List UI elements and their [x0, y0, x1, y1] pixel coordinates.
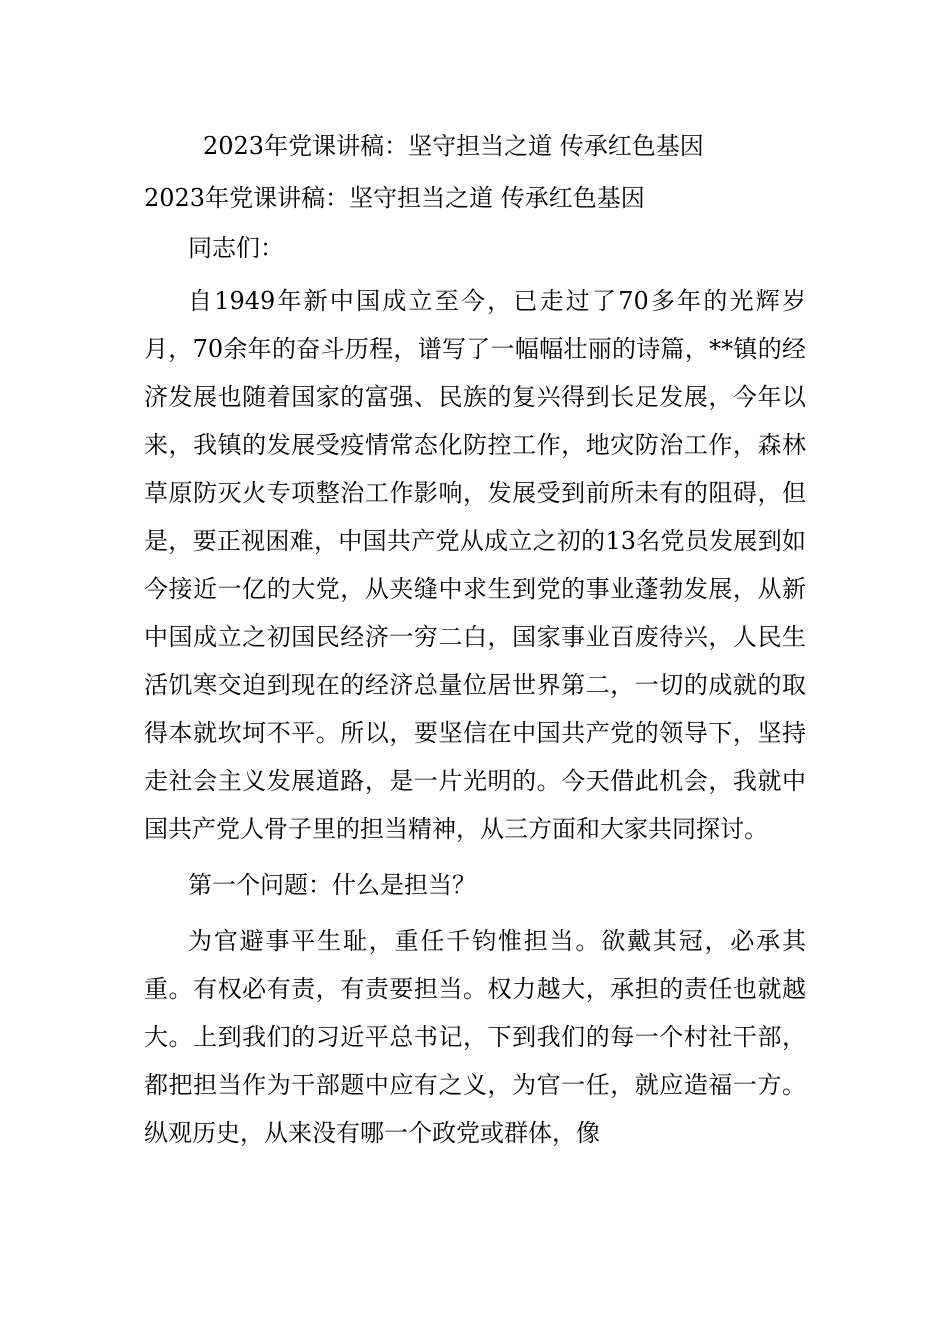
paragraph-responsibility: 为官避事平生耻，重任千钧惟担当。欲戴其冠，必承其重。有权必有责，有责要担当。权力越大，承担的责任也就越大。上到我们的习近平总书记，下到我们的每一个村社干部，都把担当作为干部题中应有之义，为官一任，就应造福一方。纵观历史，从来没有哪一个政党或群体，像 — [144, 927, 806, 1147]
paragraph-heading-question-one: 第一个问题：什么是担当？ — [188, 871, 476, 899]
salutation: 同志们： — [188, 234, 284, 262]
document-title: 2023年党课讲稿：坚守担当之道 传承红色基因 — [203, 132, 704, 160]
paragraph-intro: 自1949年新中国成立至今，已走过了70多年的光辉岁月，70余年的奋斗历程，谱写了一幅幅壮丽的诗篇，**镇的经济发展也随着国家的富强、民族的复兴得到长足发展，今年以来，我镇的发展受疫情常态化防控工作，地灾防治工作，森林草原防灭火专项整治工作影响，发展受到前所未有的阻碍，但是，要正视困难，中国共产党从成立之初的13名党员发展到如今接近一亿的大党，从夹缝中求生到党的事业蓬勃发展，从新中国成立之初国民经济一穷二白，国家事业百废待兴，人民生活饥寒交迫到现在的经济总量位居世界第二，一切的成就的取得本就坎坷不平。所以，要坚信在中国共产党的领导下，坚持走社会主义发展道路，是一片光明的。今天借此机会，我就中国共产党人骨子里的担当精神，从三方面和大家共同探讨。 — [144, 287, 806, 843]
document-subtitle: 2023年党课讲稿：坚守担当之道 传承红色基因 — [144, 184, 645, 212]
document-body — [144, 224, 806, 1157]
